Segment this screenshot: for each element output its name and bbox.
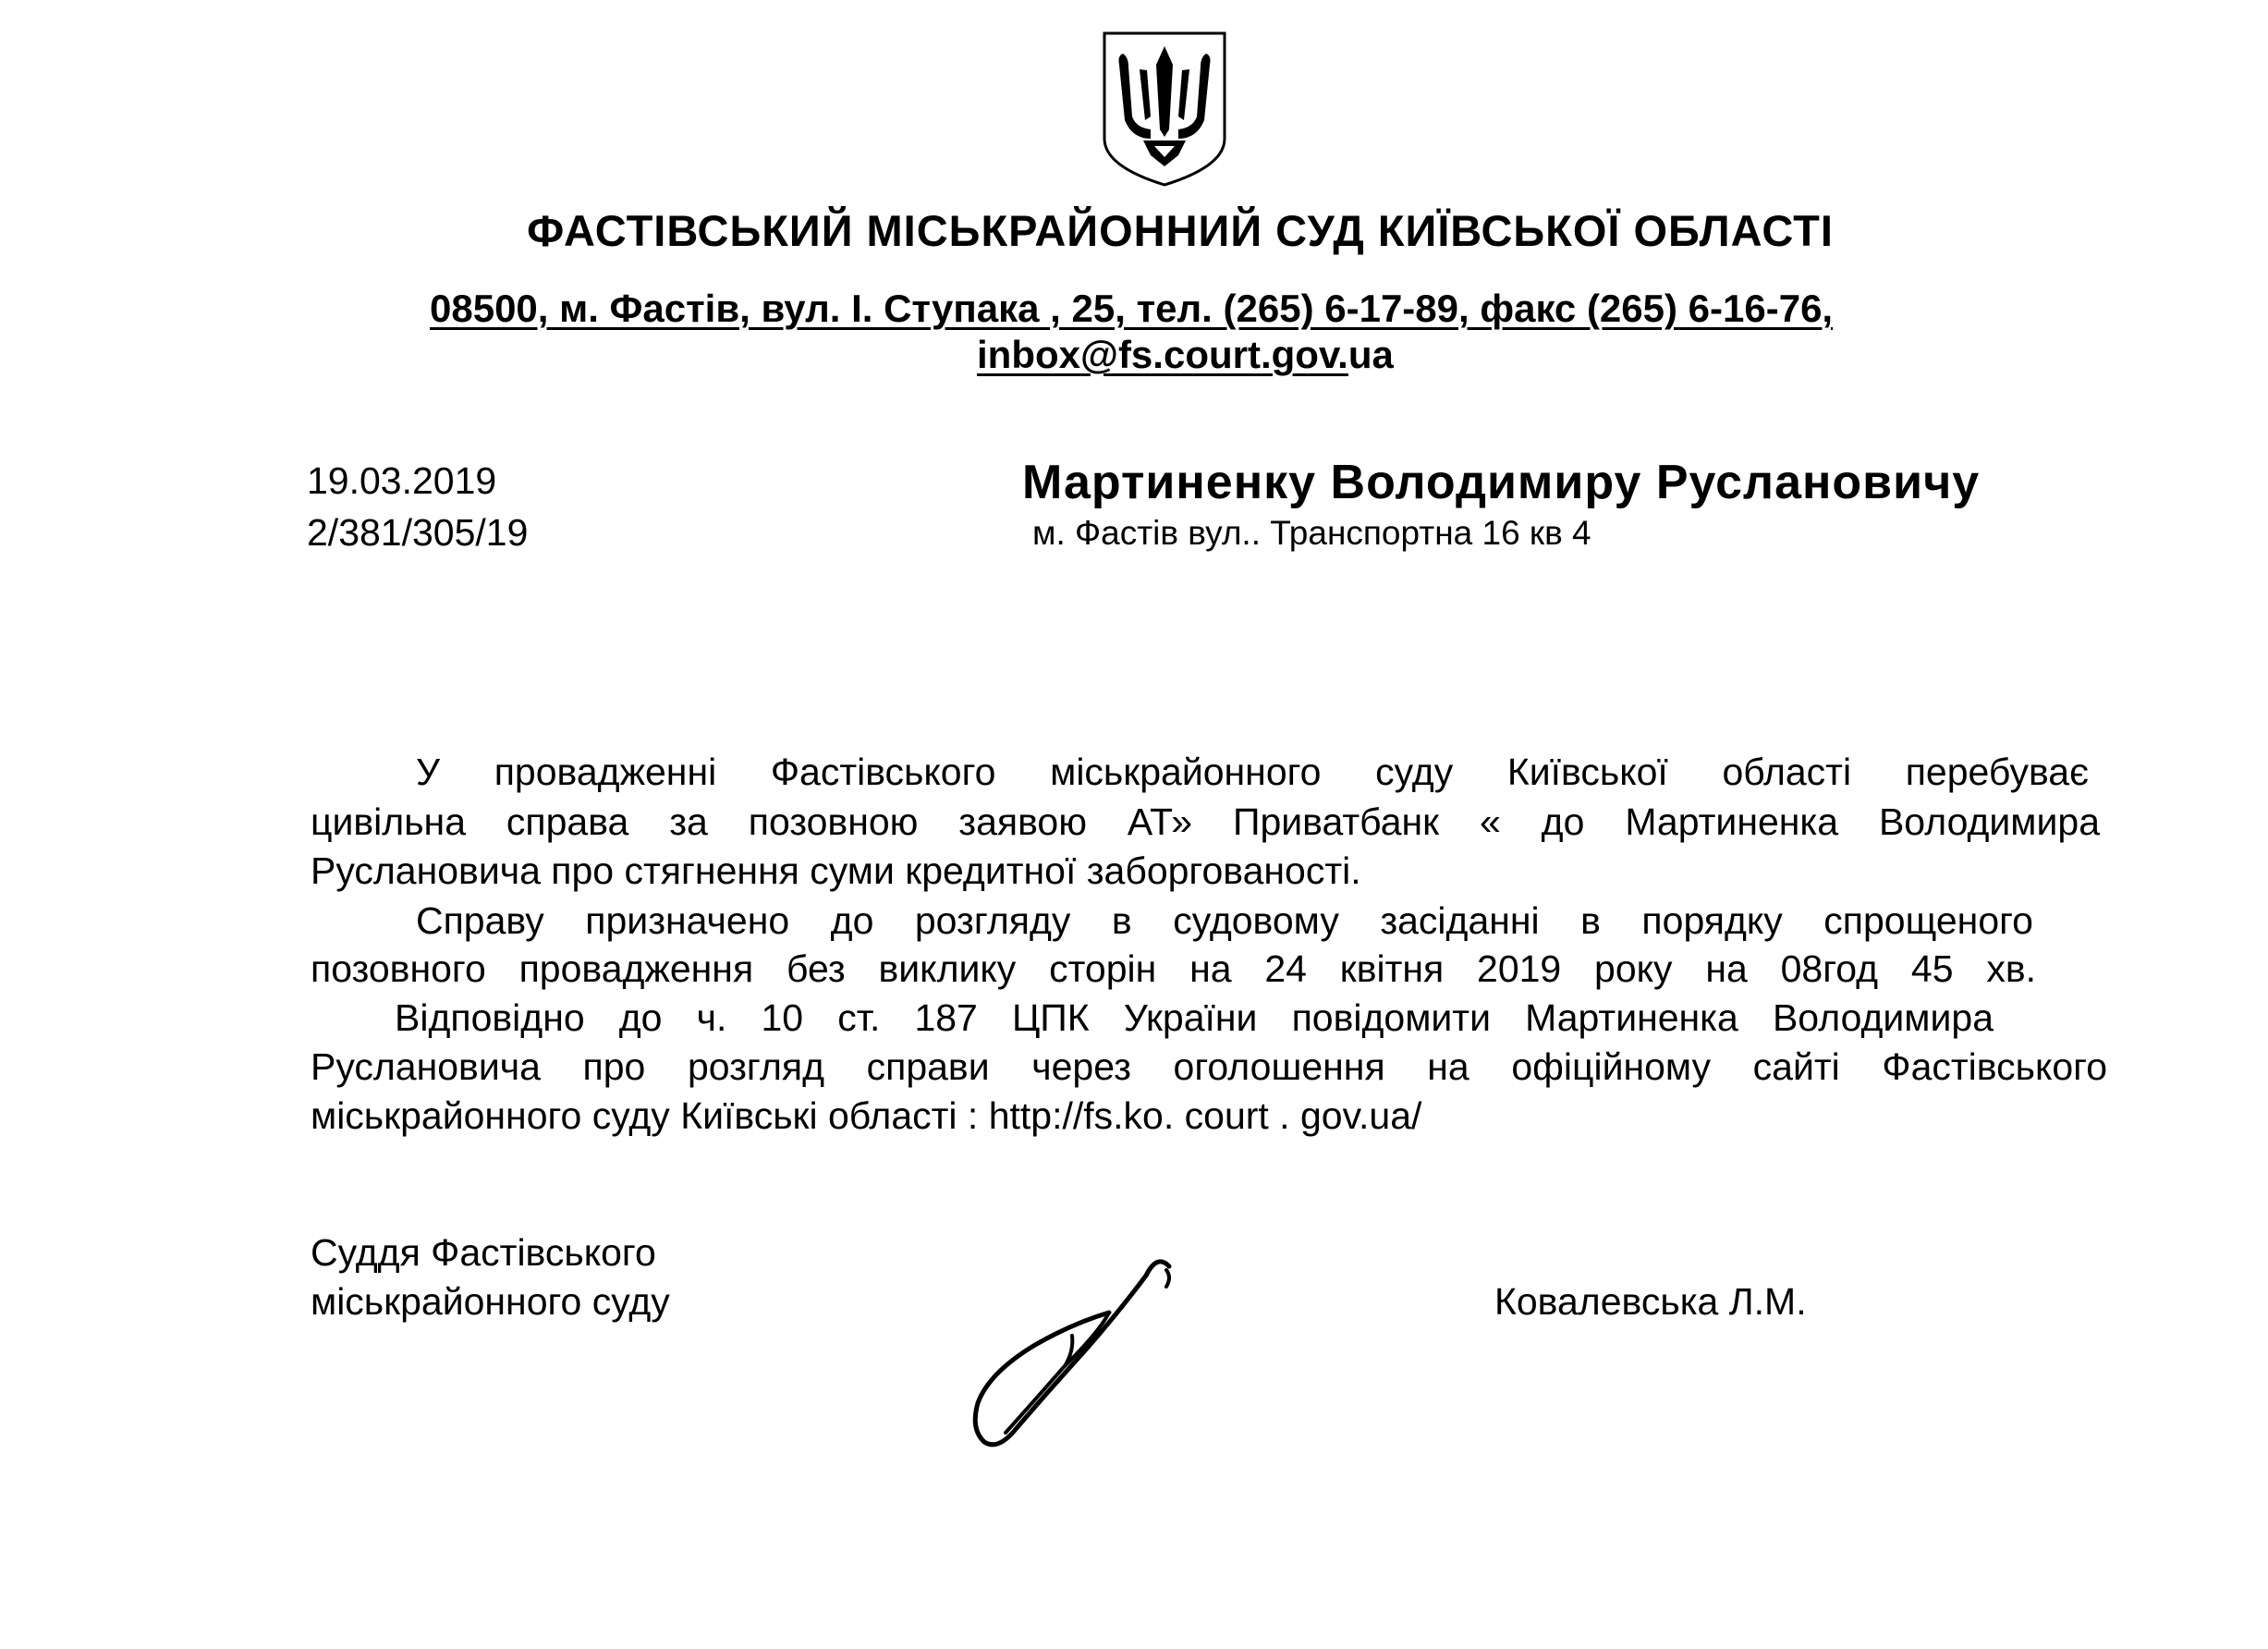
- body-line: позовного провадження без виклику сторін на 24 квітня 2019 року на 08год 45 хв.: [311, 947, 2036, 990]
- court-email-suffix: ua: [1347, 333, 1394, 376]
- court-email: [977, 333, 1394, 377]
- signer-position-line-1: Суддя Фастівського: [311, 1231, 656, 1274]
- signer-position-line-2: міськрайонного суду: [311, 1280, 670, 1323]
- judge-name: Ковалевська Л.М.: [1494, 1280, 1807, 1323]
- court-address: 08500, м. Фастів, вул. І. Ступака , 25, тел. (265) 6-17-89, факс (265) 6-16-76,: [430, 287, 1834, 330]
- body-line: міськрайонного суду Київські області : http://fs.ko. court . gov.ua/: [311, 1094, 1422, 1137]
- recipient-address: м. Фастів вул.. Транспортна 16 кв 4: [1032, 514, 1591, 552]
- trident-coat-of-arms-icon: [1095, 28, 1234, 189]
- recipient-name: Мартиненку Володимиру Руслановичу: [1022, 456, 1981, 509]
- body-line: Справу призначено до розгляду в судовому засіданні в порядку спрощеного: [416, 899, 2033, 942]
- document-date: 19.03.2019: [307, 459, 497, 502]
- body-line: Руслановича про розгляд справи через оголошення на офіційному сайті Фастівського: [311, 1045, 2107, 1088]
- registration-number: 2/381/305/19: [307, 511, 529, 554]
- body-line: Руслановича про стягнення суми кредитної заборгованості.: [311, 849, 1361, 892]
- court-email-link[interactable]: inbox@fs.court.gov.: [977, 333, 1348, 376]
- body-line: цивільна справа за позовною заявою АТ» Приватбанк « до Мартиненка Володимира: [311, 800, 2100, 843]
- body-line: У провадженні Фастівського міськрайонного суду Київської області перебуває: [416, 751, 2089, 793]
- body-line: Відповідно до ч. 10 ст. 187 ЦПК України повідомити Мартиненка Володимира: [395, 996, 1994, 1039]
- court-name: ФАСТІВСЬКИЙ МІСЬКРАЙОННИЙ СУД КИЇВСЬКОЇ ОБЛАСТІ: [527, 206, 1834, 255]
- handwritten-signature-icon: [961, 1248, 1174, 1460]
